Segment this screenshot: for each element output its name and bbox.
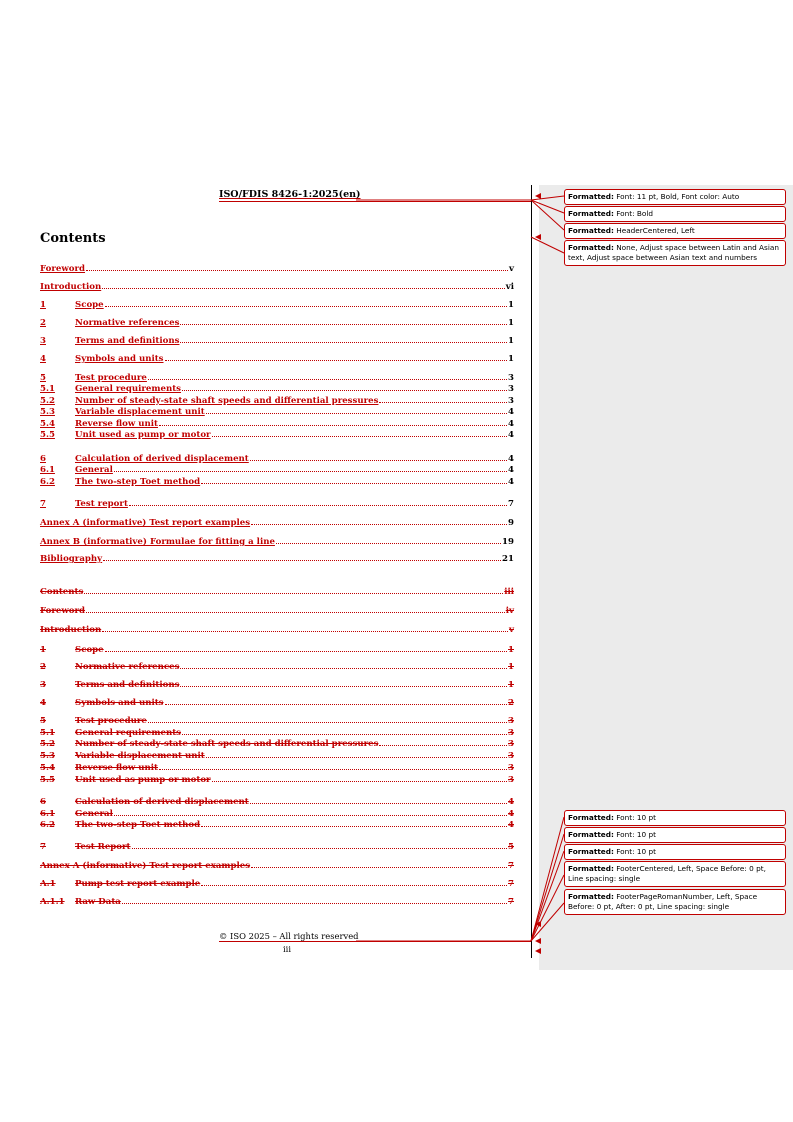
toc-entry-number: 6.1 [40, 465, 55, 475]
toc-dot-leader [212, 774, 507, 782]
toc-entry-label: Unit used as pump or motor [75, 430, 211, 440]
toc-entry-page: 4 [508, 430, 514, 440]
toc-entry-deleted[interactable] [40, 762, 514, 774]
toc-dot-leader [165, 697, 508, 705]
toc-entry-page: 3 [508, 775, 514, 785]
toc-entry-page: 3 [508, 739, 514, 749]
toc-entry-label: Variable displacement unit [75, 751, 205, 761]
toc-dot-leader [182, 727, 507, 735]
toc-entry-number: 1 [40, 645, 46, 655]
toc-dot-leader [180, 679, 507, 687]
toc-entry-label: Number of steady-state shaft speeds and differential pressures [75, 739, 379, 749]
balloon-text: FooterCentered, Left, Space Before: 0 pt, Line spacing: single [568, 864, 766, 883]
toc-dot-leader [379, 738, 507, 746]
toc-entry[interactable] [40, 383, 514, 395]
toc-entry-label: Scope [75, 300, 104, 310]
toc-entry[interactable] [40, 353, 514, 365]
toc-entry-label: Terms and definitions [75, 336, 180, 346]
toc-entry-deleted[interactable] [40, 697, 514, 709]
toc-entry-number: 5.3 [40, 407, 55, 417]
toc-entry-label: Annex A (informative) Test report examples [40, 518, 251, 528]
toc-entry[interactable] [40, 517, 514, 529]
formatting-balloon[interactable] [564, 861, 786, 887]
contents-heading: Contents [40, 231, 106, 246]
toc-entry-page: 7 [508, 861, 514, 871]
balloon-text: FooterPageRomanNumber, Left, Space Before: 0 pt, After: 0 pt, Line spacing: single [568, 892, 758, 911]
toc-entry-page: 9 [508, 518, 514, 528]
toc-entry-page: 7 [508, 499, 514, 509]
toc-entry-page: 19 [502, 537, 514, 547]
balloon-label: Formatted: [568, 226, 614, 235]
toc-dot-leader [159, 418, 507, 426]
toc-entry-number: 5.1 [40, 728, 55, 738]
formatting-balloon[interactable] [564, 206, 786, 222]
toc-entry-deleted[interactable] [40, 624, 514, 636]
balloon-label: Formatted: [568, 892, 614, 901]
toc-entry-page: 3 [508, 728, 514, 738]
toc-dot-leader [201, 476, 507, 484]
toc-entry-label: Symbols and units [75, 354, 164, 364]
toc-dot-leader [132, 841, 507, 849]
toc-entry-label: Reverse flow unit [75, 763, 158, 773]
toc-entry[interactable] [40, 498, 514, 510]
toc-entry-number: 2 [40, 318, 46, 328]
balloon-text: Font: 10 pt [613, 830, 656, 839]
toc-dot-leader [102, 624, 508, 632]
toc-dot-leader [122, 896, 507, 904]
toc-entry-number: A.1.1 [40, 897, 65, 907]
toc-entry-page: 4 [508, 809, 514, 819]
toc-entry[interactable] [40, 317, 514, 329]
toc-entry-page: 21 [502, 554, 514, 564]
formatting-balloon[interactable] [564, 827, 786, 843]
toc-entry-label: Scope [75, 645, 104, 655]
toc-entry-page: 1 [508, 662, 514, 672]
toc-entry-number: 5.1 [40, 384, 55, 394]
toc-entry-page: 3 [508, 716, 514, 726]
formatting-balloon[interactable] [564, 189, 786, 205]
toc-entry-number: 5.2 [40, 739, 55, 749]
toc-entry-deleted[interactable] [40, 750, 514, 762]
formatting-balloon[interactable] [564, 223, 786, 239]
toc-entry-label: Foreword [40, 264, 86, 274]
footer-copyright[interactable]: © ISO 2025 – All rights reserved [219, 931, 359, 941]
formatting-balloon[interactable] [564, 810, 786, 826]
toc-entry[interactable] [40, 299, 514, 311]
toc-entry-page: 1 [508, 300, 514, 310]
balloon-label: Formatted: [568, 243, 614, 252]
toc-entry-page: 7 [508, 897, 514, 907]
toc-entry-page: iii [504, 587, 514, 597]
toc-entry-page: v [509, 625, 514, 635]
toc-dot-leader [114, 464, 507, 472]
toc-entry-deleted[interactable] [40, 774, 514, 786]
toc-entry-number: A.1 [40, 879, 56, 889]
toc-entry-label: General requirements [75, 384, 182, 394]
toc-entry-number: 6.1 [40, 809, 55, 819]
toc-entry-page: 4 [508, 407, 514, 417]
toc-entry-label: Pump test report example [75, 879, 201, 889]
toc-entry-number: 7 [40, 499, 46, 509]
footer-change-line [219, 941, 531, 942]
toc-entry-label: Normative references [75, 662, 180, 672]
toc-entry-page: iv [505, 606, 514, 616]
toc-entry-label: Calculation of derived displacement [75, 797, 249, 807]
toc-entry[interactable] [40, 429, 514, 441]
toc-entry-label: Contents [40, 587, 84, 597]
balloon-text: Font: 11 pt, Bold, Font color: Auto [613, 192, 740, 201]
toc-dot-leader [180, 335, 507, 343]
document-header[interactable]: ISO/FDIS 8426-1:2025(en) [219, 189, 361, 200]
toc-entry-page: 4 [508, 477, 514, 487]
toc-entry-deleted[interactable] [40, 605, 514, 617]
balloon-text: Font: 10 pt [613, 847, 656, 856]
toc-dot-leader [379, 395, 507, 403]
toc-entry-page: 3 [508, 751, 514, 761]
toc-entry-label: Normative references [75, 318, 180, 328]
footer-page-number: iii [283, 944, 292, 954]
toc-entry-label: Introduction [40, 282, 102, 292]
toc-dot-leader [86, 263, 508, 271]
toc-entry-number: 5 [40, 716, 46, 726]
toc-entry-number: 4 [40, 354, 46, 364]
toc-dot-leader [201, 878, 507, 886]
toc-entry[interactable] [40, 476, 514, 488]
toc-dot-leader [148, 372, 507, 380]
formatting-balloon[interactable] [564, 889, 786, 915]
balloon-text: None, Adjust space between Latin and Asian text, Adjust space between Asian text and numbers [568, 243, 779, 262]
toc-entry-number: 5.3 [40, 751, 55, 761]
toc-entry-label: General [75, 465, 113, 475]
toc-dot-leader [105, 644, 507, 652]
toc-entry-number: 6 [40, 797, 46, 807]
toc-entry-deleted[interactable] [40, 644, 514, 656]
toc-dot-leader [129, 498, 507, 506]
header-change-line [219, 201, 531, 202]
toc-entry-label: Reverse flow unit [75, 419, 158, 429]
toc-entry-page: 4 [508, 465, 514, 475]
toc-entry-number: 5.5 [40, 775, 55, 785]
toc-entry-label: General requirements [75, 728, 182, 738]
toc-dot-leader [86, 605, 505, 613]
balloon-text: HeaderCentered, Left [613, 226, 695, 235]
balloon-label: Formatted: [568, 209, 614, 218]
toc-entry-page: 7 [508, 879, 514, 889]
toc-entry-label: Raw Data [75, 897, 121, 907]
toc-entry-deleted[interactable] [40, 679, 514, 691]
toc-dot-leader [182, 383, 507, 391]
toc-entry-number: 5 [40, 373, 46, 383]
toc-entry-page: 4 [508, 797, 514, 807]
toc-entry-deleted[interactable] [40, 796, 514, 808]
toc-dot-leader [102, 281, 505, 289]
toc-entry-number: 5.4 [40, 419, 55, 429]
toc-entry-number: 3 [40, 336, 46, 346]
toc-dot-leader [206, 750, 507, 758]
toc-entry-deleted[interactable] [40, 896, 514, 908]
toc-entry-number: 3 [40, 680, 46, 690]
toc-entry-label: Test Report [75, 842, 131, 852]
toc-entry-number: 6 [40, 454, 46, 464]
toc-entry-page: 2 [508, 698, 514, 708]
toc-entry[interactable] [40, 464, 514, 476]
toc-entry-page: 4 [508, 454, 514, 464]
toc-dot-leader [114, 808, 507, 816]
toc-entry-page: vi [505, 282, 514, 292]
toc-entry-deleted[interactable] [40, 715, 514, 727]
toc-entry-label: Annex B (informative) Formulae for fitting a line [40, 537, 275, 547]
toc-entry-label: The two-step Toet method [75, 477, 201, 487]
page-divider [531, 185, 532, 958]
balloon-label: Formatted: [568, 192, 614, 201]
formatting-balloon[interactable] [564, 240, 786, 266]
toc-entry-page: 4 [508, 820, 514, 830]
toc-entry-label: Bibliography [40, 554, 103, 564]
toc-entry-number: 6.2 [40, 820, 55, 830]
balloon-label: Formatted: [568, 813, 614, 822]
toc-entry-label: Unit used as pump or motor [75, 775, 211, 785]
toc-entry-deleted[interactable] [40, 860, 514, 872]
toc-entry-label: Introduction [40, 625, 102, 635]
toc-dot-leader [206, 406, 507, 414]
toc-entry-number: 5.2 [40, 396, 55, 406]
toc-entry[interactable] [40, 553, 514, 565]
toc-entry-label: Symbols and units [75, 698, 164, 708]
toc-entry-page: 3 [508, 763, 514, 773]
toc-entry[interactable] [40, 335, 514, 347]
toc-entry-number: 1 [40, 300, 46, 310]
toc-entry[interactable] [40, 406, 514, 418]
balloon-label: Formatted: [568, 864, 614, 873]
toc-entry-number: 5.5 [40, 430, 55, 440]
toc-entry-page: 3 [508, 396, 514, 406]
toc-dot-leader [84, 586, 503, 594]
toc-entry-label: General [75, 809, 113, 819]
toc-entry-deleted[interactable] [40, 819, 514, 831]
toc-entry[interactable] [40, 281, 514, 293]
balloon-label: Formatted: [568, 847, 614, 856]
toc-dot-leader [250, 796, 507, 804]
toc-entry-label: Calculation of derived displacement [75, 454, 249, 464]
toc-entry-page: 3 [508, 384, 514, 394]
toc-entry-deleted[interactable] [40, 738, 514, 750]
toc-entry-label: Terms and definitions [75, 680, 180, 690]
toc-dot-leader [180, 317, 507, 325]
toc-entry-label: Test report [75, 499, 128, 509]
toc-entry-page: 1 [508, 680, 514, 690]
toc-entry-label: Test procedure [75, 373, 147, 383]
toc-entry-label: The two-step Toet method [75, 820, 201, 830]
toc-entry-deleted[interactable] [40, 841, 514, 853]
toc-entry-label: Number of steady-state shaft speeds and differential pressures [75, 396, 379, 406]
toc-entry-label: Test procedure [75, 716, 147, 726]
toc-dot-leader [159, 762, 507, 770]
toc-dot-leader [201, 819, 507, 827]
toc-dot-leader [276, 536, 501, 544]
toc-dot-leader [105, 299, 507, 307]
toc-entry-number: 7 [40, 842, 46, 852]
toc-entry-label: Foreword [40, 606, 86, 616]
toc-entry-number: 2 [40, 662, 46, 672]
toc-entry-label: Annex A (informative) Test report examples [40, 861, 251, 871]
toc-entry-page: 1 [508, 354, 514, 364]
formatting-balloon[interactable] [564, 844, 786, 860]
toc-entry-page: v [509, 264, 514, 274]
toc-entry-label: Variable displacement unit [75, 407, 205, 417]
toc-entry-deleted[interactable] [40, 878, 514, 890]
toc-dot-leader [251, 860, 507, 868]
toc-entry-deleted[interactable] [40, 661, 514, 673]
toc-entry-page: 4 [508, 419, 514, 429]
toc-entry-page: 1 [508, 336, 514, 346]
toc-entry-number: 4 [40, 698, 46, 708]
balloon-text: Font: Bold [613, 209, 654, 218]
toc-entry-page: 1 [508, 318, 514, 328]
balloon-label: Formatted: [568, 830, 614, 839]
toc-dot-leader [180, 661, 507, 669]
toc-entry-page: 1 [508, 645, 514, 655]
balloon-text: Font: 10 pt [613, 813, 656, 822]
toc-dot-leader [212, 429, 507, 437]
toc-dot-leader [250, 453, 507, 461]
toc-entry-number: 5.4 [40, 763, 55, 773]
toc-entry-number: 6.2 [40, 477, 55, 487]
toc-entry[interactable] [40, 536, 514, 548]
toc-entry-page: 3 [508, 373, 514, 383]
toc-entry-deleted[interactable] [40, 586, 514, 598]
toc-dot-leader [103, 553, 501, 561]
toc-entry-page: 5 [508, 842, 514, 852]
toc-dot-leader [148, 715, 507, 723]
toc-dot-leader [165, 353, 508, 361]
toc-entry[interactable] [40, 263, 514, 275]
toc-dot-leader [251, 517, 507, 525]
